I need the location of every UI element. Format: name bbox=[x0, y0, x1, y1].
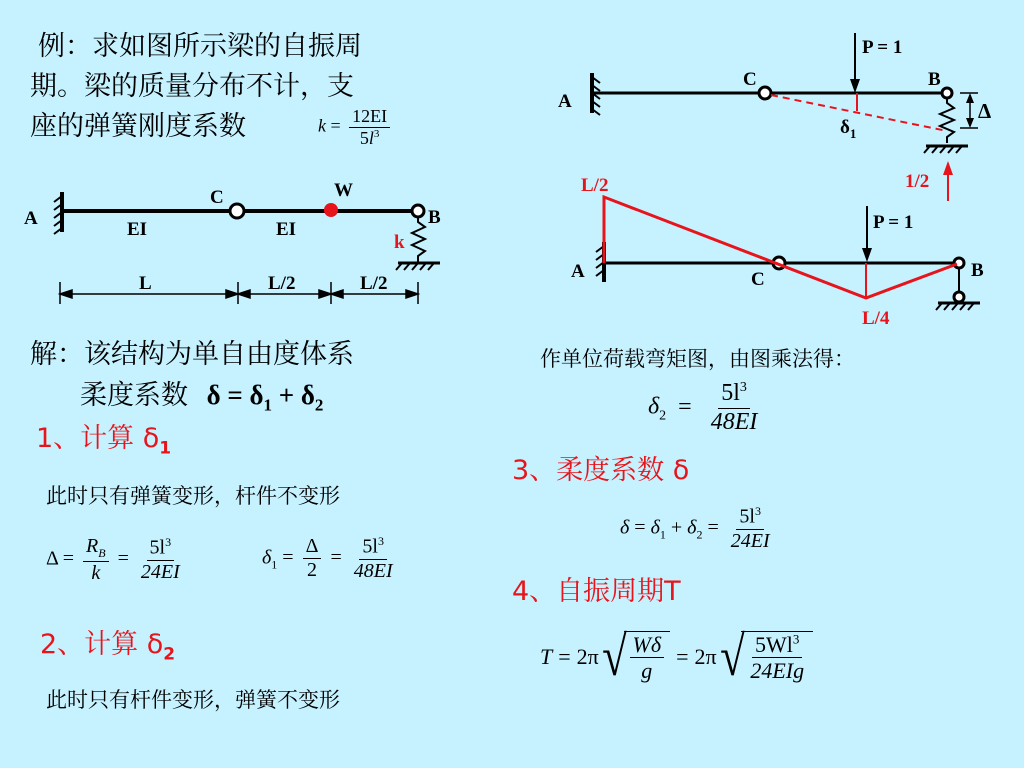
mid-P-label: P = 1 bbox=[873, 212, 914, 233]
problem-line-2: 期。梁的质量分布不计，支 bbox=[30, 71, 354, 102]
dim-L2-a: L/2 bbox=[268, 273, 296, 294]
left-label-B: B bbox=[428, 207, 441, 228]
step3-heading: 3、柔度系数 δ bbox=[512, 455, 690, 486]
top-Delta-label: Δ bbox=[978, 99, 992, 123]
top-label-C: C bbox=[743, 69, 757, 90]
problem-line-3: 座的弹簧刚度系数 bbox=[30, 111, 246, 142]
step1-note: 此时只有弹簧变形，杆件不变形 bbox=[46, 484, 340, 508]
flexibility-line: 柔度系数 $\delta = \delta_1 + \delta_2$ bbox=[80, 380, 324, 415]
moment-note: 作单位荷载弯矩图，由图乘法得： bbox=[540, 347, 855, 371]
left-label-A: A bbox=[24, 208, 38, 229]
period-equation: T = 2π √ $\frac{W\delta}{g}$ = 2π √ $\frac{5Wl^3}{\text{24EIg}}$ bbox=[540, 627, 813, 687]
delta-total-equation: $\delta = \delta_1 + \delta_2$ = $\frac{5l^3}{24EI}$ bbox=[620, 504, 770, 552]
step2-note: 此时只有杆件变形，弹簧不变形 bbox=[46, 688, 340, 712]
solution-title: 解：该结构为单自由度体系 bbox=[30, 339, 354, 370]
spring-label-k: k bbox=[394, 232, 405, 253]
problem-line-1: 例：求如图所示梁的自振周 bbox=[38, 31, 362, 62]
left-label-C: C bbox=[210, 187, 224, 208]
mid-label-C: C bbox=[751, 269, 765, 290]
delta2-equation: $\delta_2$ = $\frac{5l^3}{48EI}$ bbox=[648, 380, 758, 435]
left-label-W: W bbox=[334, 180, 353, 201]
top-label-B: B bbox=[928, 69, 941, 90]
dim-L: L bbox=[139, 273, 152, 294]
step4-heading: 4、自振周期T bbox=[512, 576, 681, 607]
top-reaction-label: 1/2 bbox=[905, 171, 930, 192]
mid-bottom-value: L/4 bbox=[862, 308, 890, 329]
top-label-A: A bbox=[558, 91, 572, 112]
step2-heading: 2、计算 $\delta_2$ bbox=[40, 629, 176, 665]
top-delta1-label: $\delta_1$ bbox=[840, 117, 857, 141]
mid-left-value: L/2 bbox=[581, 175, 609, 196]
stiffness-formula: k = $\frac{12EI}{5l^3}$ bbox=[318, 106, 394, 148]
dim-L2-b: L/2 bbox=[360, 273, 388, 294]
left-label-EI-1: EI bbox=[127, 219, 148, 240]
step1-heading: 1、计算 $\delta_1$ bbox=[36, 423, 172, 459]
delta1-equation: $\delta_1$ = $\frac{\Delta}{2}$ = $\frac{5l^3}{48EI}$ bbox=[262, 534, 393, 582]
mid-label-B: B bbox=[971, 260, 984, 281]
top-P-label: P = 1 bbox=[862, 37, 903, 58]
left-label-EI-2: EI bbox=[276, 219, 297, 240]
left-beam-diagram bbox=[20, 170, 460, 320]
delta-equation: Δ = $\frac{R_B}{k}$ = $\frac{5l^3}{24EI}$ bbox=[46, 535, 180, 584]
moment-diagram bbox=[550, 170, 1010, 335]
mid-label-A: A bbox=[571, 261, 585, 282]
